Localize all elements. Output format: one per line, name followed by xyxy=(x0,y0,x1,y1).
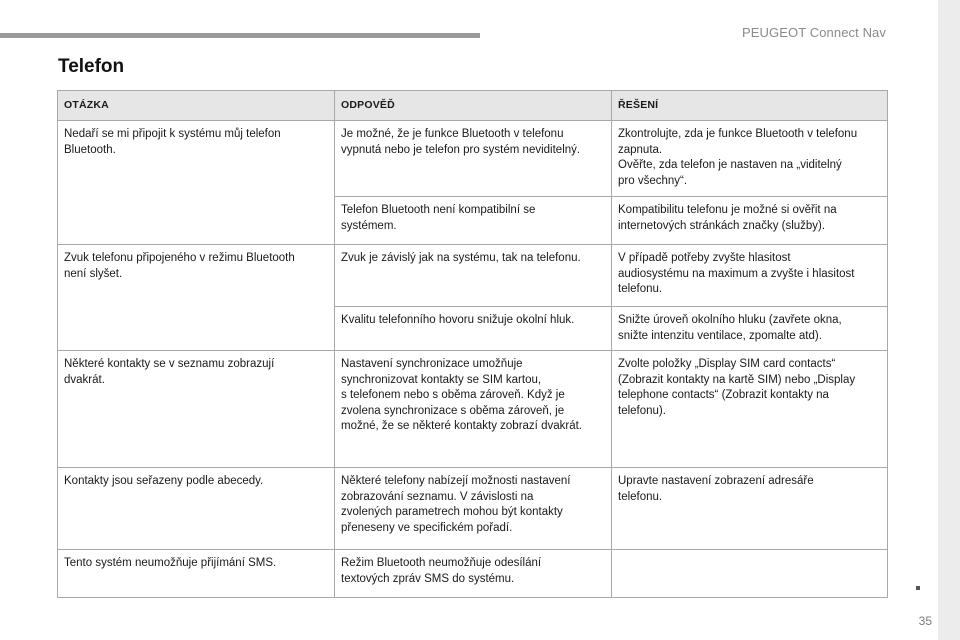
answer-cell: Režim Bluetooth neumožňuje odesílání textových zpráv SMS do systému. xyxy=(335,550,612,598)
page-number: 35 xyxy=(918,614,932,628)
page-title: Telefon xyxy=(58,56,125,77)
solution-cell: Kompatibilitu telefonu je možné si ověřit na internetových stránkách značky (služby). xyxy=(612,197,888,245)
answer-cell: Je možné, že je funkce Bluetooth v telefonu vypnutá nebo je telefon pro systém neviditelný. xyxy=(335,121,612,197)
table-row xyxy=(58,468,888,550)
page-edge-strip xyxy=(938,0,960,640)
answer-cell: Telefon Bluetooth není kompatibilní se systémem. xyxy=(335,197,612,245)
solution-cell: Upravte nastavení zobrazení adresáře telefonu. xyxy=(612,468,888,550)
faq-table xyxy=(57,90,888,598)
solution-cell: Zvolte položky „Display SIM card contacts“ (Zobrazit kontakty na kartě SIM) nebo „Display telephone contacts“ (Zobrazit kontakty na telefonu). xyxy=(612,351,888,468)
brand-label: PEUGEOT Connect Nav xyxy=(742,25,886,40)
answer-cell: Některé telefony nabízejí možnosti nastavení zobrazování seznamu. V závislosti na zvolených parametrech mohou být kontakty přeneseny ve specifickém pořadí. xyxy=(335,468,612,550)
column-header-question: OTÁZKA xyxy=(58,91,335,121)
answer-cell: Nastavení synchronizace umožňuje synchronizovat kontakty se SIM kartou, s telefonem nebo s oběma zároveň. Když je zvolena synchronizace s oběma zároveň, je možné, že se některé kontakty zobrazí dvakrát. xyxy=(335,351,612,468)
solution-cell: V případě potřeby zvyšte hlasitost audiosystému na maximum a zvyšte i hlasitost telefonu. xyxy=(612,245,888,307)
question-cell: Kontakty jsou seřazeny podle abecedy. xyxy=(58,468,335,550)
question-cell: Tento systém neumožňuje přijímání SMS. xyxy=(58,550,335,598)
table-row xyxy=(58,245,888,307)
header-rule xyxy=(0,33,480,38)
page-marker xyxy=(916,586,920,590)
solution-cell xyxy=(612,550,888,598)
question-cell: Nedaří se mi připojit k systému můj telefon Bluetooth. xyxy=(58,121,335,245)
table-header-row xyxy=(58,91,888,121)
column-header-answer: ODPOVĚĎ xyxy=(335,91,612,121)
answer-cell: Kvalitu telefonního hovoru snižuje okolní hluk. xyxy=(335,307,612,351)
answer-cell: Zvuk je závislý jak na systému, tak na telefonu. xyxy=(335,245,612,307)
table-row xyxy=(58,351,888,468)
question-cell: Zvuk telefonu připojeného v režimu Bluetooth není slyšet. xyxy=(58,245,335,351)
solution-cell: Snižte úroveň okolního hluku (zavřete okna, snižte intenzitu ventilace, zpomalte atd). xyxy=(612,307,888,351)
table-row xyxy=(58,550,888,598)
question-cell: Některé kontakty se v seznamu zobrazují dvakrát. xyxy=(58,351,335,468)
table-row xyxy=(58,121,888,197)
column-header-solution: ŘEŠENÍ xyxy=(612,91,888,121)
solution-cell: Zkontrolujte, zda je funkce Bluetooth v telefonu zapnuta. Ověřte, zda telefon je nastaven na „viditelný pro všechny“. xyxy=(612,121,888,197)
